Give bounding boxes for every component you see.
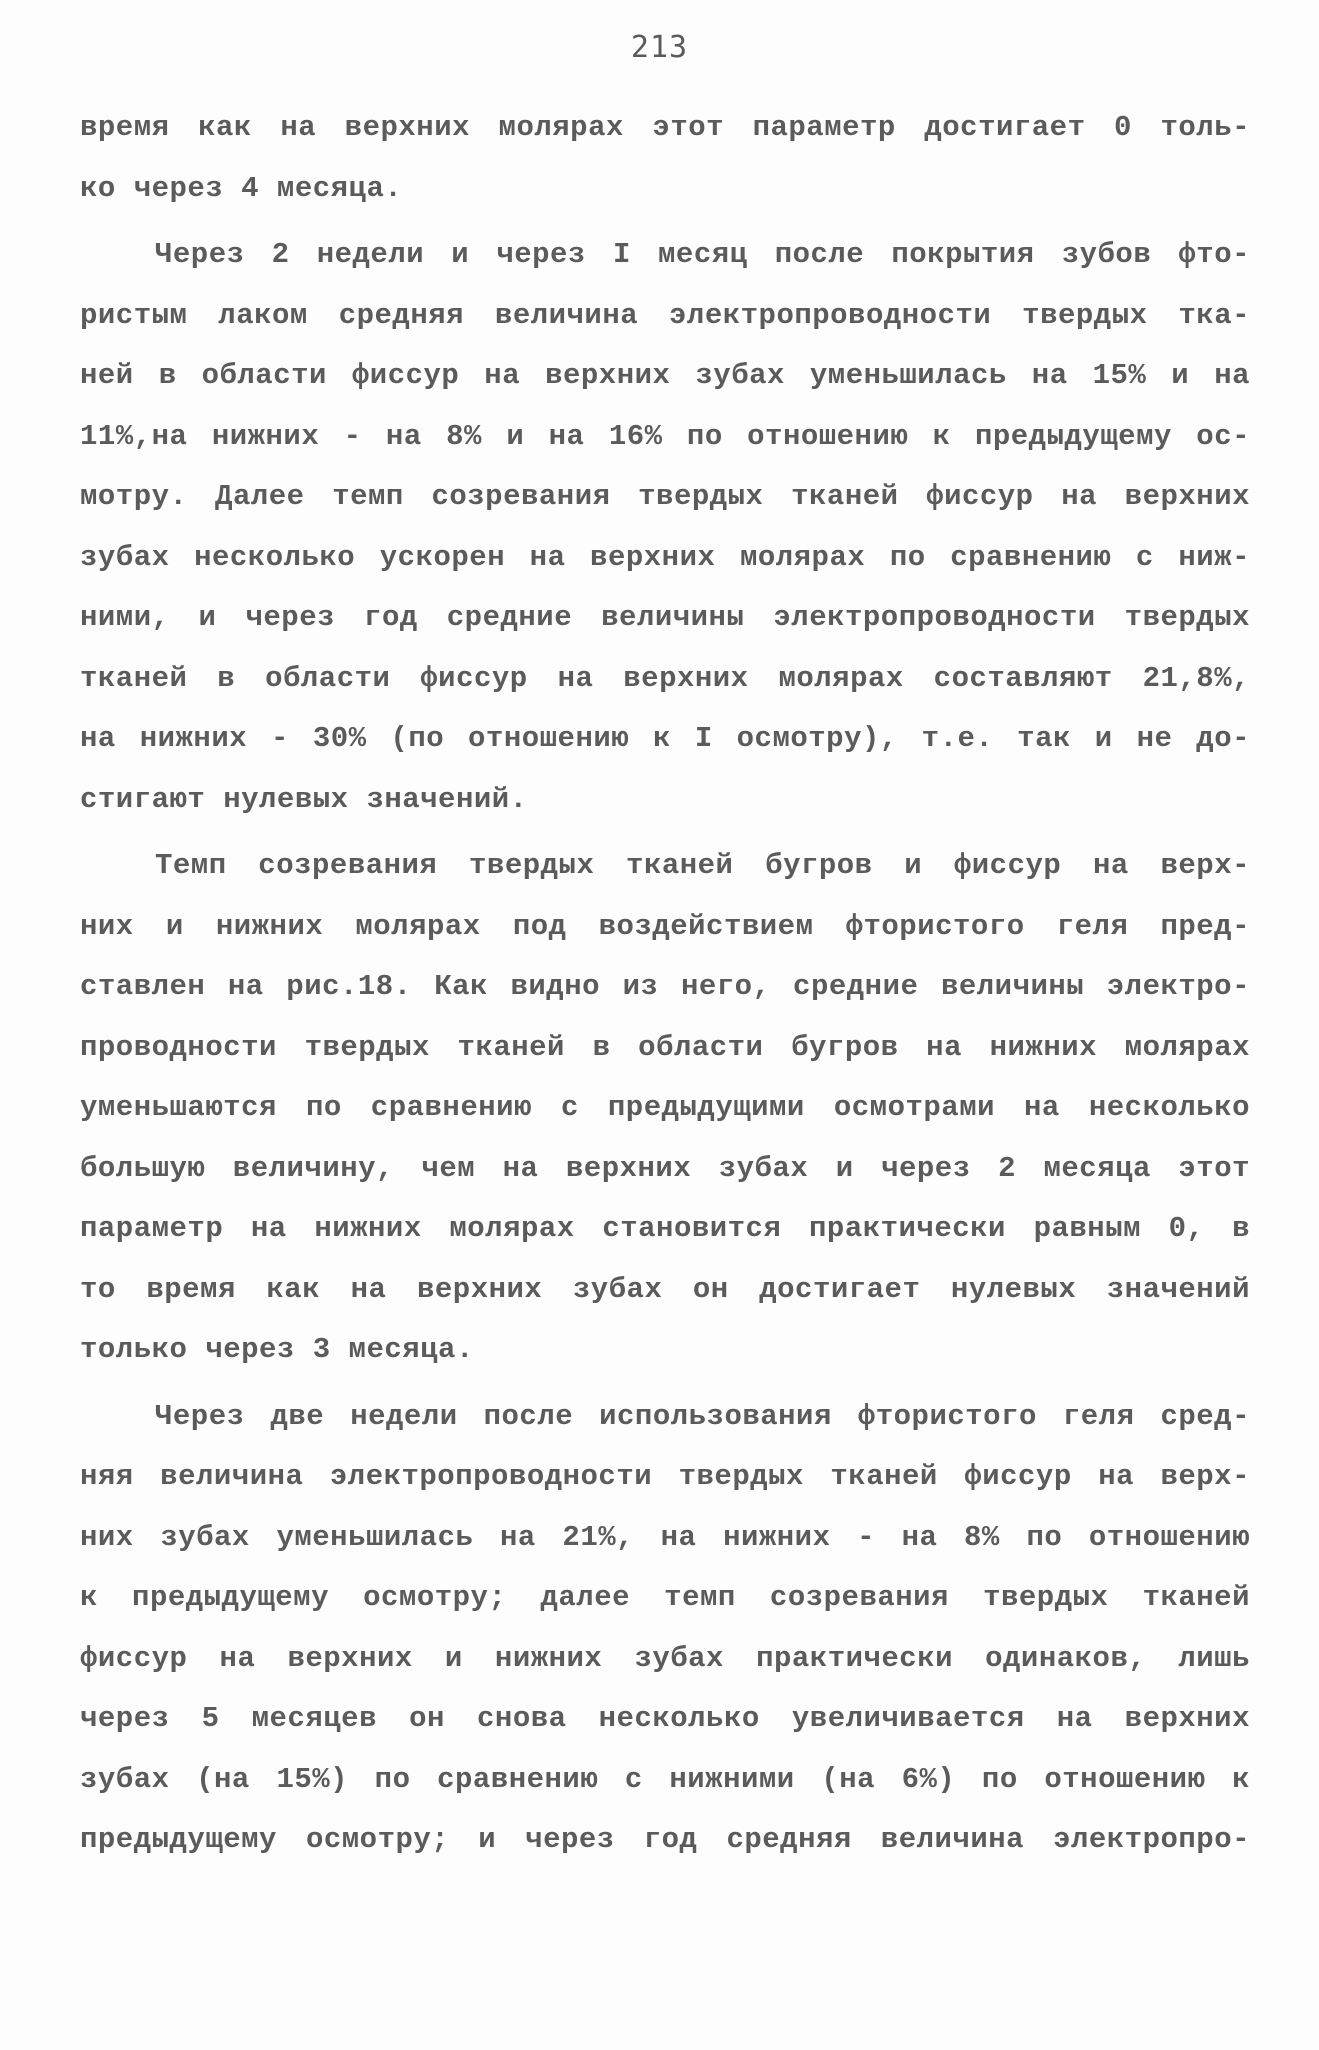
text-line: ней в области фиссур на верхних зубах уменьшилась на 15% и на bbox=[80, 359, 1250, 392]
text-line: то время как на верхних зубах он достигает нулевых значений bbox=[80, 1272, 1250, 1306]
text-line: мотру. Далее темп созревания твердых тканей фиссур на верхних bbox=[80, 480, 1250, 513]
text-line: на нижних - 30% (по отношению к I осмотру), т.е. так и не до- bbox=[80, 722, 1250, 755]
text-line: Темп созревания твердых тканей бугров и фиссур на верх- bbox=[155, 849, 1250, 882]
text-line: Через две недели после использования фтористого геля сред- bbox=[155, 1399, 1250, 1433]
text-line: ставлен на рис.18. Как видно из него, средние величины электро- bbox=[80, 970, 1250, 1003]
text-line: Через 2 недели и через I месяц после покрытия зубов фто- bbox=[155, 238, 1250, 271]
text-line: предыдущему осмотру; и через год средняя величина электропро- bbox=[80, 1823, 1250, 1856]
text-line: ко через 4 месяца. bbox=[80, 171, 403, 205]
text-line: параметр на нижних молярах становится практически равным 0, в bbox=[80, 1212, 1250, 1245]
text-line: тканей в области фиссур на верхних молярах составляют 21,8%, bbox=[80, 661, 1250, 695]
text-line: стигают нулевых значений. bbox=[80, 782, 528, 816]
text-line: зубах несколько ускорен на верхних молярах по сравнению с ниж- bbox=[80, 540, 1250, 574]
text-line: них зубах уменьшилась на 21%, на нижних - на 8% по отношению bbox=[80, 1520, 1250, 1554]
text-line: зубах (на 15%) по сравнению с нижними (на 6%) по отношению к bbox=[80, 1762, 1250, 1796]
text-line: ристым лаком средняя величина электропроводности твердых тка- bbox=[80, 298, 1250, 332]
text-line: уменьшаются по сравнению с предыдущими осмотрами на несколько bbox=[80, 1091, 1250, 1124]
text-line: к предыдущему осмотру; далее темп созревания твердых тканей bbox=[80, 1581, 1250, 1614]
text-line: няя величина электропроводности твердых тканей фиссур на верх- bbox=[80, 1460, 1250, 1493]
text-line: через 5 месяцев он снова несколько увеличивается на верхних bbox=[80, 1702, 1250, 1735]
text-line: только через 3 месяца. bbox=[80, 1333, 474, 1366]
text-line: фиссур на верхних и нижних зубах практически одинаков, лишь bbox=[80, 1641, 1250, 1675]
body-text bbox=[80, 98, 1250, 1871]
text-line: проводности твердых тканей в области бугров на нижних молярах bbox=[80, 1030, 1250, 1064]
text-line: время как на верхних молярах этот параметр достигает 0 толь- bbox=[80, 111, 1250, 144]
page-number: 213 bbox=[630, 30, 689, 65]
text-line: них и нижних молярах под воздействием фтористого геля пред- bbox=[80, 909, 1250, 943]
text-line: ними, и через год средние величины электропроводности твердых bbox=[80, 601, 1250, 634]
text-line: 11%,на нижних - на 8% и на 16% по отношению к предыдущему ос- bbox=[80, 419, 1250, 453]
text-line: большую величину, чем на верхних зубах и через 2 месяца этот bbox=[80, 1151, 1250, 1185]
